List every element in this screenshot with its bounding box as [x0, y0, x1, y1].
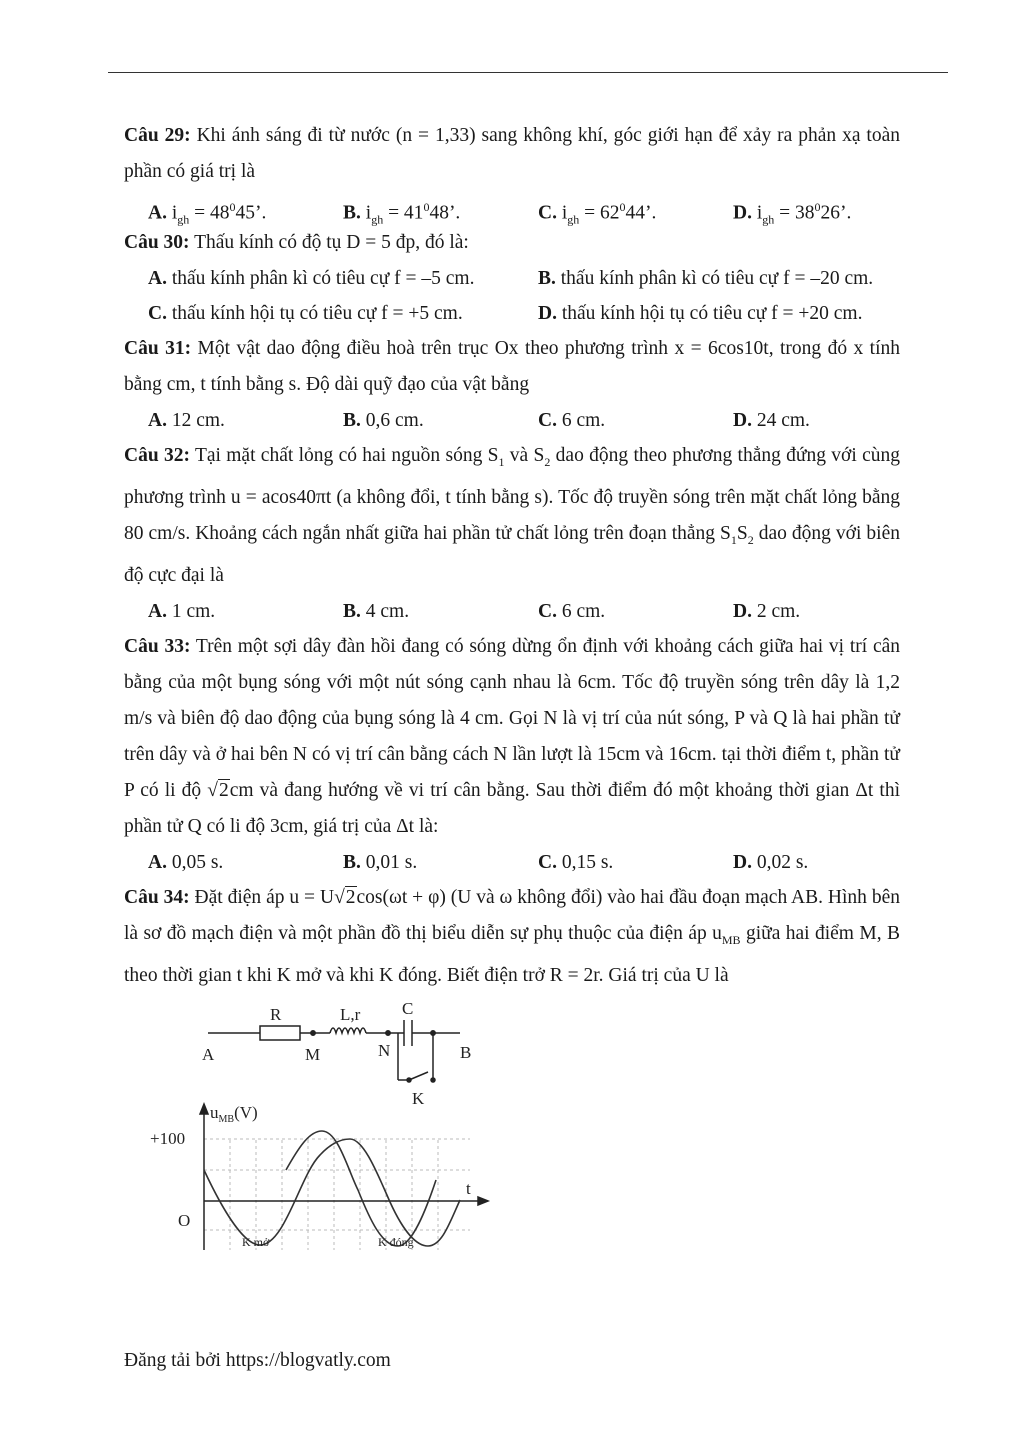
options-31: [124, 403, 900, 438]
t-axis-label: t: [466, 1179, 471, 1198]
inductor-l: [330, 1028, 366, 1033]
options-30: [124, 261, 900, 331]
header-rule: [108, 72, 948, 73]
curve-open-label: K mở: [242, 1235, 270, 1249]
option-d: D. thấu kính hội tụ có tiêu cự f = +20 cm.: [538, 303, 863, 324]
graph-labels: [150, 1103, 471, 1249]
question-label: Câu 32:: [124, 445, 190, 466]
options-32: [124, 594, 900, 629]
question-32: Câu 32: Tại mặt chất lỏng có hai nguồn sóng $S_1$ và $S_2$ dao động theo phương thẳng đứng với cùng phương trình u = acos40πt (a không đổi, t tính bằng s). Tốc độ truyền sóng trên mặt chất lỏng bằng 80 cm/s. Khoảng cách ngắn nhất giữa hai phần tử chất lỏng trên đoạn thẳng $S_1S_2$ dao động với biên độ cực đại là: [124, 445, 900, 586]
sqrt-symbol: √2: [207, 779, 229, 801]
option-b: B. 0,6 cm.: [343, 410, 424, 431]
option-d: D. 0,02 s.: [733, 851, 809, 873]
question-label: Câu 34:: [124, 886, 190, 908]
switch-k-blade: [409, 1072, 428, 1080]
label-n: N: [378, 1041, 391, 1060]
question-31: [124, 331, 900, 403]
graph-grid: [204, 1139, 470, 1250]
option-b: B. 4 cm.: [343, 600, 410, 622]
circuit-diagram: [208, 1020, 460, 1082]
option-c: C. thấu kính hội tụ có tiêu cự f = +5 cm.: [148, 303, 463, 324]
option-a: A. 12 cm.: [148, 410, 225, 431]
option-b: B. $i_{gh} = 41^048$’.: [343, 200, 461, 227]
option-c: C. 0,15 s.: [538, 851, 614, 873]
question-label: Câu 31:: [124, 338, 192, 359]
question-29: [124, 118, 900, 190]
graph-axes: [200, 1104, 488, 1250]
question-label: Câu 30:: [124, 232, 190, 253]
question-text: Thấu kính có độ tụ D = 5 đp, đó là:: [194, 232, 469, 253]
question-text: Khi ánh sáng đi từ nước (n = 1,33) sang không khí, góc giới hạn để xảy ra phản xạ toàn phần có giá trị là: [124, 125, 901, 182]
sqrt-symbol: √2: [334, 886, 356, 908]
circuit-and-graph-figure: [150, 1000, 510, 1270]
footer-credit: Đăng tải bởi https://blogvatly.com: [124, 1350, 391, 1371]
option-c: C. $i_{gh} = 62^044$’.: [538, 200, 657, 227]
graph: [150, 1103, 488, 1250]
label-r: R: [270, 1005, 282, 1024]
option-a: A. $i_{gh} = 48^045$’.: [148, 200, 267, 227]
y-tick-100: +100: [150, 1129, 186, 1148]
label-a: A: [202, 1045, 215, 1064]
label-b: B: [460, 1043, 472, 1062]
exam-content: [124, 118, 900, 994]
option-c: C. 6 cm.: [538, 600, 606, 622]
options-29: [124, 190, 900, 225]
question-33: Câu 33: Trên một sợi dây đàn hồi đang có sóng dừng ổn định với khoảng cách giữa hai vị trí cân bằng của một bụng sóng với một nút sóng cạnh nhau là 6cm. Tốc độ truyền sóng trên dây là 1,2 m/s và biên độ dao động của bụng sóng là 4 cm. Gọi N là vị trí của nút sóng, P và Q là hai phần tử trên dây và ở hai bên N có vị trí cân bằng cách N lần lượt là 15cm và 16cm. tại thời điểm t, phần tử P có li độ √2cm và đang hướng về vi trí cân bằng. Sau thời điểm đó một khoảng thời gian Δt thì phần tử Q có li độ 3cm, giá trị của Δt là:: [124, 635, 901, 837]
options-33: [124, 845, 900, 880]
node-n: [386, 1031, 390, 1035]
circuit-labels: [202, 1000, 471, 1108]
label-k: K: [412, 1089, 425, 1108]
y-axis-label: $u_{MB}(V)$: [210, 1103, 258, 1125]
question-text: Một vật dao động điều hoà trên trục Ox theo phương trình x = 6cos10t, trong đó x tính bằng cm, t tính bằng s. Độ dài quỹ đạo của vật bằng: [124, 338, 901, 395]
option-a: A. thấu kính phân kì có tiêu cự f = –5 cm.: [148, 268, 475, 289]
resistor-r: [260, 1026, 300, 1040]
option-a: A. 0,05 s.: [148, 851, 224, 873]
question-34: Câu 34: Đặt điện áp u = U√2cos(ωt + φ) (U và ω không đổi) vào hai đầu đoạn mạch AB. Hình bên là sơ đồ mạch điện và một phần đồ thị biểu diễn sự phụ thuộc của điện áp $u_{MB}$ giữa hai điểm M, B theo thời gian t khi K mở và khi K đóng. Biết điện trở R = 2r. Giá trị của U là: [124, 880, 900, 994]
question-label: Câu 33:: [124, 635, 191, 657]
option-b: B. 0,01 s.: [343, 851, 418, 873]
label-m: M: [305, 1045, 321, 1064]
figure-svg: [150, 1000, 510, 1270]
option-b: B. thấu kính phân kì có tiêu cự f = –20 cm.: [538, 268, 874, 289]
option-a: A. 1 cm.: [148, 600, 216, 622]
option-c: C. 6 cm.: [538, 410, 606, 431]
curve-closed-label: K đóng: [378, 1235, 414, 1249]
question-label: Câu 29:: [124, 125, 191, 146]
node-m: [311, 1031, 315, 1035]
label-c: C: [402, 1000, 414, 1018]
option-d: D. 2 cm.: [733, 600, 801, 622]
y-axis-arrow: [200, 1104, 208, 1114]
option-d: D. $i_{gh} = 38^026$’.: [733, 200, 852, 227]
label-l: L,r: [340, 1005, 361, 1024]
t-axis-arrow: [478, 1197, 488, 1205]
origin-label: O: [178, 1211, 191, 1230]
option-d: D. 24 cm.: [733, 410, 810, 431]
